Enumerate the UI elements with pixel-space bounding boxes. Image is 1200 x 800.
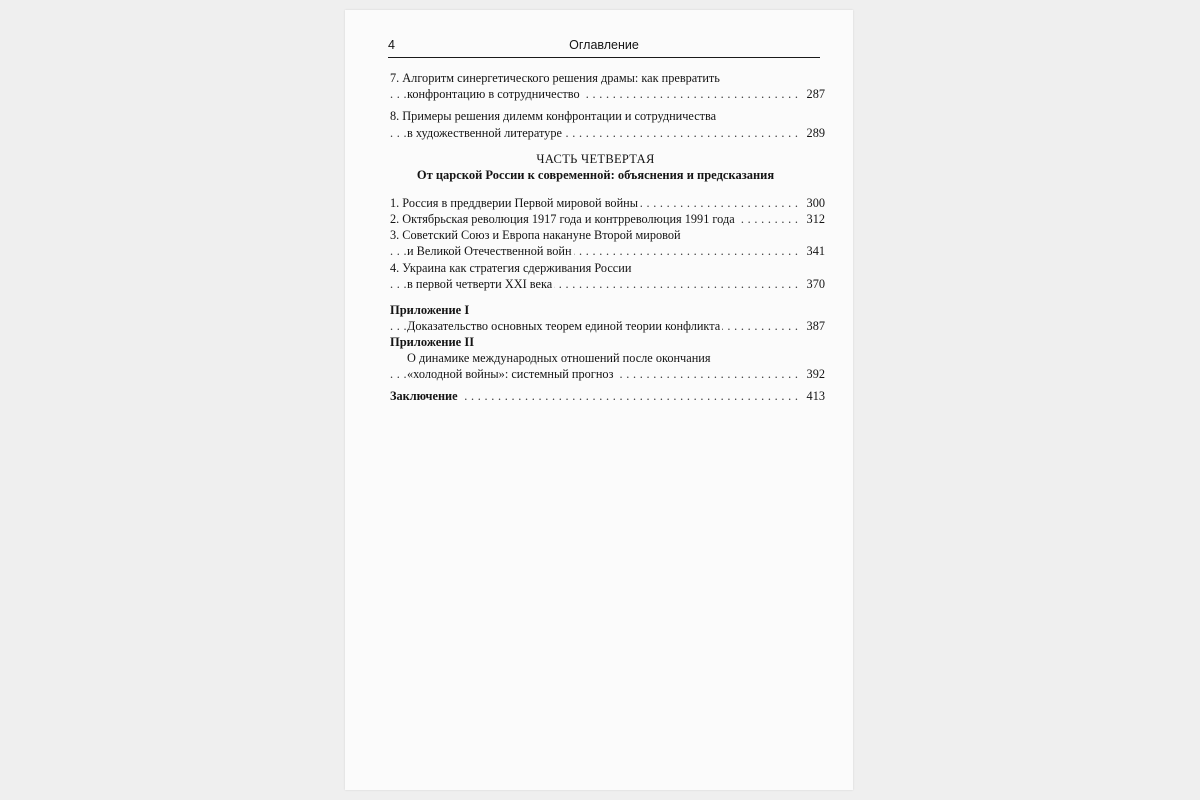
toc-entry-line: О динамике международных отношений после окончания — [407, 351, 711, 366]
toc-entry-line — [390, 318, 825, 334]
part-title: От царской России к современной: объяснения и предсказания — [416, 167, 775, 182]
toc-entry-line — [390, 388, 825, 404]
toc-page-number: 289 — [799, 125, 825, 141]
appendix-title: Приложение I — [390, 302, 470, 317]
toc-entry-line — [390, 125, 825, 141]
toc-entry-line — [390, 86, 825, 102]
toc-entry-text: в художественной литературе — [407, 125, 562, 140]
toc-entry — [390, 108, 825, 140]
toc-entry-line — [390, 366, 825, 382]
toc-page-number: 287 — [799, 86, 825, 102]
toc-page-number: 392 — [799, 366, 825, 382]
page-title: Оглавление — [569, 38, 639, 52]
toc-entry-line — [390, 243, 825, 259]
toc-page-number: 312 — [799, 211, 825, 227]
toc-entry-text: 2. Октябрьская революция 1917 года и контрреволюция 1991 года — [390, 211, 735, 226]
toc-entry-line: 3. Советский Союз и Европа накануне Второй мировой — [390, 228, 681, 243]
toc-entry — [390, 70, 825, 102]
toc-entry-text: 1. Россия в преддверии Первой мировой войны — [390, 195, 638, 210]
toc-entry-line: 4. Украина как стратегия сдерживания России — [390, 260, 632, 275]
toc-entry-line: 8. Примеры решения дилемм конфронтации и сотрудничества — [390, 109, 717, 124]
toc-entry-text: Доказательство основных теорем единой теории конфликта — [407, 318, 721, 333]
toc-page-number: 300 — [799, 195, 825, 211]
toc-entry-line: 7. Алгоритм синергетического решения драмы: как превратить — [390, 71, 720, 85]
conclusion-title: Заключение — [390, 389, 458, 404]
toc-entry-line — [390, 211, 825, 227]
toc-page-number: 387 — [799, 318, 825, 334]
toc — [390, 70, 825, 405]
part-label: ЧАСТЬ ЧЕТВЕРТАЯ — [536, 151, 655, 166]
page-header — [388, 36, 820, 58]
toc-page-number: 341 — [799, 243, 825, 259]
toc-entry-text: конфронтацию в сотрудничество — [407, 87, 580, 102]
toc-entry-line — [390, 276, 825, 292]
page-number: 4 — [388, 38, 395, 52]
toc-page-number: 413 — [799, 388, 825, 404]
appendix-title: Приложение II — [390, 335, 475, 350]
toc-entry-text: в первой четверти XXI века — [407, 276, 553, 291]
toc-entry-text: и Великой Отечественной войн — [407, 244, 572, 259]
toc-entry-text: «холодной войны»: системный прогноз — [407, 367, 614, 382]
toc-entry-line — [390, 195, 825, 211]
toc-page-number: 370 — [799, 276, 825, 292]
book-page — [345, 10, 853, 790]
